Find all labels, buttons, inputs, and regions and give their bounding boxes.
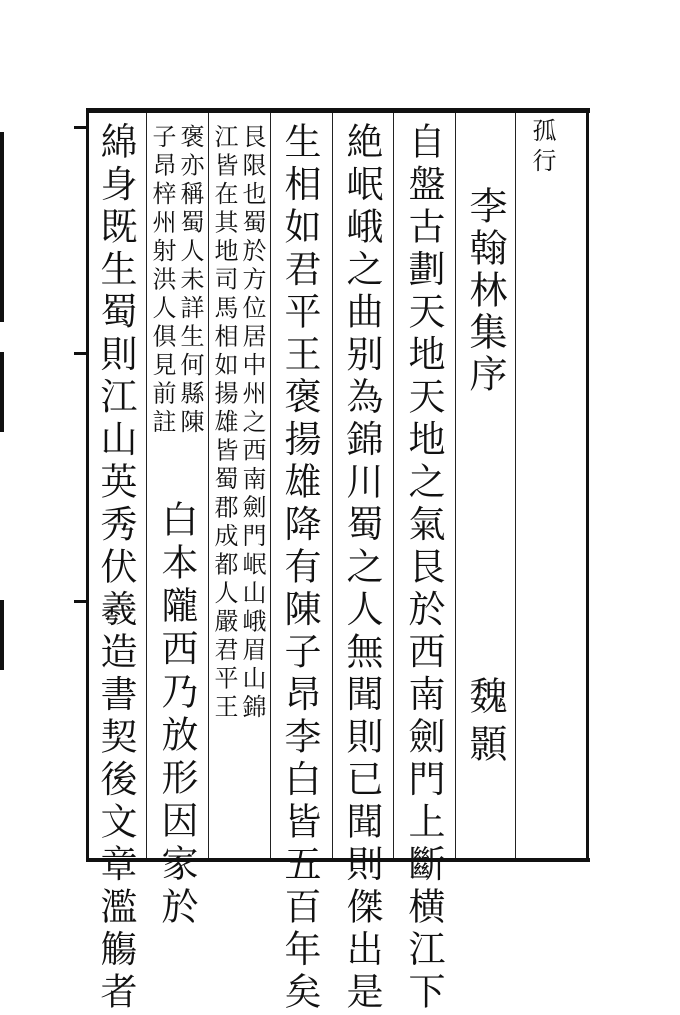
- column-divider: [208, 113, 209, 858]
- page-edge-mark: [0, 600, 4, 670]
- margin-label: 孤行: [528, 118, 556, 178]
- annotation-line-1b: 江皆在其地司馬相如揚雄皆蜀郡成都人嚴君平王: [210, 124, 238, 723]
- page-edge-mark: [0, 352, 4, 432]
- text-column-1: 自盤古劃天地天地之氣艮於西南劍門上斷横江下: [402, 122, 445, 1015]
- text-column-2: 絶岷峨之曲别為錦川蜀之人無聞則已聞則傑出是: [340, 122, 383, 1015]
- text-column-4-continuation: 白本隴西乃放形因家於: [155, 500, 198, 930]
- text-column-3: 生相如君平王褒揚雄降有陳子昂李白皆五百年矣: [278, 122, 321, 1015]
- column-divider: [455, 113, 456, 858]
- annotation-line-2b: 子昂梓州射洪人俱見前註: [148, 124, 176, 438]
- page-edge-mark: [0, 132, 4, 322]
- column-divider: [270, 113, 271, 858]
- column-divider: [146, 113, 147, 858]
- frame-right-rule: [586, 108, 589, 862]
- column-divider: [393, 113, 394, 858]
- author-name: 魏顥: [463, 676, 507, 772]
- edge-tick: [74, 352, 86, 355]
- column-divider: [332, 113, 333, 858]
- edge-tick: [74, 126, 86, 129]
- text-column-5: 綿身既生蜀則江山英秀伏羲造書契後文章濫觴者: [94, 122, 137, 1015]
- frame-left-rule: [86, 108, 89, 862]
- column-divider: [515, 113, 516, 858]
- annotation-line-1a: 艮限也蜀於方位居中州之西南劍門岷山峨眉山錦: [238, 124, 266, 723]
- edge-tick: [74, 600, 86, 603]
- page-title: 李翰林集序: [463, 186, 507, 396]
- annotation-line-2a: 褒亦稱蜀人未詳生何縣陳: [176, 124, 204, 438]
